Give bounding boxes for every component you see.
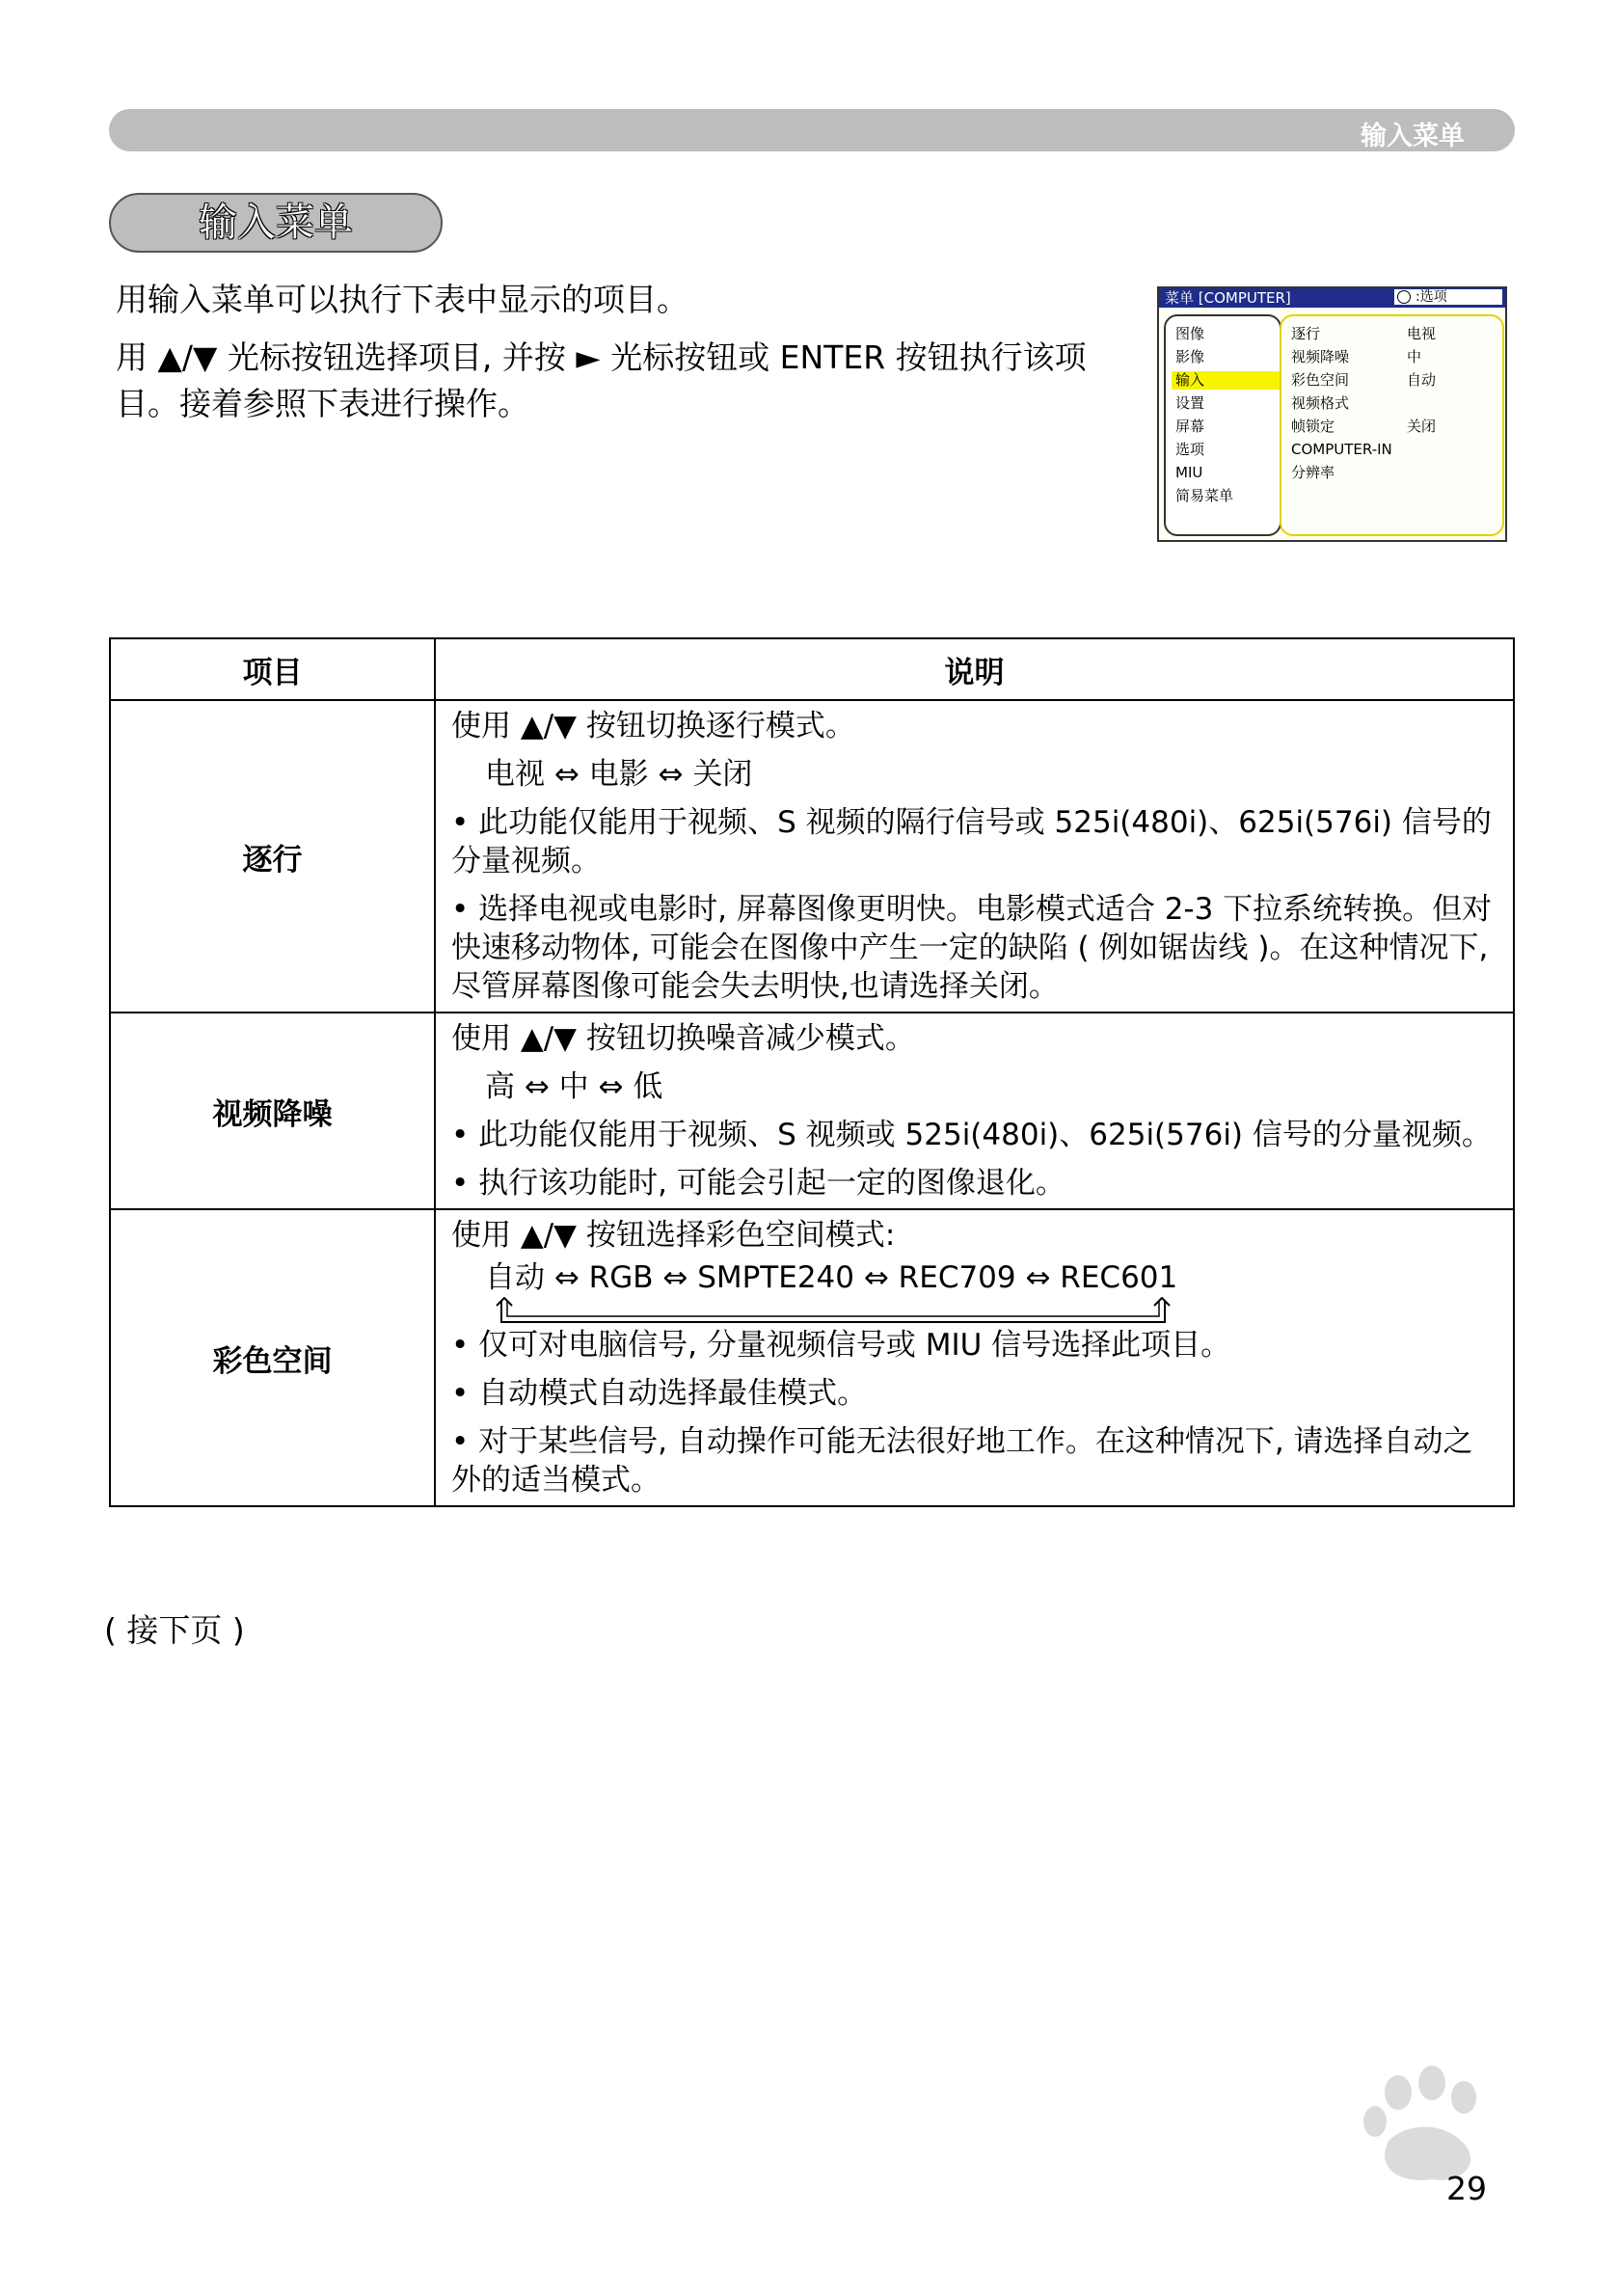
- menu-option-hint: [1394, 289, 1502, 305]
- menu-item[interactable]: 简易菜单: [1175, 487, 1234, 504]
- desc-bullet: • 对于某些信号, 自动操作可能无法很好地工作。在这种情况下, 请选择自动之外的适当模式。: [451, 1424, 1473, 1498]
- desc-paragraph: 使用 ▲/▼ 按钮选择彩色空间模式:: [451, 1218, 896, 1253]
- table-header-row: [110, 638, 1514, 700]
- column-header-description: 说明: [435, 638, 1514, 700]
- menu-option-hint-text: :选项: [1416, 289, 1447, 305]
- header-title: 输入菜单: [1361, 122, 1465, 151]
- watermark-logo-icon: [1157, 2054, 1514, 2276]
- submenu-value: 中: [1407, 348, 1422, 365]
- intro-line-2: 用 ▲/▼ 光标按钮选择项目, 并按 ► 光标按钮或 ENTER 按钮执行该项目。接着参照下表进行操作。: [116, 338, 1087, 422]
- options-icon: [1397, 290, 1411, 304]
- submenu-key[interactable]: 视频降噪: [1291, 348, 1350, 365]
- table-row: [110, 1209, 1514, 1506]
- intro-line-1: 用输入菜单可以执行下表中显示的项目。: [116, 281, 688, 318]
- header-bar: [109, 109, 1515, 151]
- menu-item-selected[interactable]: 输入: [1175, 371, 1205, 389]
- menu-item[interactable]: 选项: [1175, 441, 1205, 458]
- menu-title-bar: [1159, 288, 1505, 308]
- menu-right-panel: [1280, 314, 1504, 536]
- desc-options: 电视 ⇔ 电影 ⇔ 关闭: [485, 757, 753, 792]
- table-row: [110, 700, 1514, 1013]
- desc-options: 高 ⇔ 中 ⇔ 低: [485, 1069, 663, 1104]
- submenu-key[interactable]: 帧锁定: [1291, 418, 1335, 435]
- submenu-value: 关闭: [1407, 418, 1437, 435]
- desc-bullet: • 选择电视或电影时, 屏幕图像更明快。电影模式适合 2-3 下拉系统转换。但对快速移动物体, 可能会在图像中产生一定的缺陷 ( 例如锯齿线 )。在这种情况下,尽管屏幕图像可能会失去明快,也请选择关闭。: [451, 892, 1493, 1004]
- desc-bullet: • 仅可对电脑信号, 分量视频信号或 MIU 信号选择此项目。: [451, 1328, 1231, 1363]
- row-item-color-space: 彩色空间: [110, 1209, 435, 1506]
- submenu-value: 自动: [1407, 371, 1437, 389]
- menu-item[interactable]: 屏幕: [1175, 418, 1205, 435]
- menu-item[interactable]: 影像: [1175, 348, 1205, 365]
- row-description: [435, 1209, 1514, 1506]
- menu-item[interactable]: 设置: [1175, 394, 1205, 412]
- loop-arrow-icon: [490, 1297, 1184, 1326]
- submenu-key[interactable]: 视频格式: [1291, 394, 1350, 412]
- submenu-key[interactable]: 彩色空间: [1291, 371, 1350, 389]
- row-item-video-nr: 视频降噪: [110, 1013, 435, 1209]
- desc-paragraph: 使用 ▲/▼ 按钮切换逐行模式。: [451, 709, 855, 743]
- menu-title: 菜单 [COMPUTER]: [1165, 289, 1291, 307]
- desc-bullet: • 此功能仅能用于视频、S 视频或 525i(480i)、625i(576i) 信号的分量视频。: [451, 1118, 1492, 1152]
- table-row: [110, 1013, 1514, 1209]
- row-item-progressive: 逐行: [110, 700, 435, 1013]
- menu-screenshot: [1157, 286, 1507, 542]
- continued-note: ( 接下页 ): [104, 1611, 245, 1649]
- desc-bullet: • 此功能仅能用于视频、S 视频的隔行信号或 525i(480i)、625i(576i) 信号的分量视频。: [451, 805, 1492, 878]
- menu-item[interactable]: 图像: [1175, 325, 1205, 342]
- row-description: [435, 700, 1514, 1013]
- row-description: [435, 1013, 1514, 1209]
- submenu-key[interactable]: 逐行: [1291, 325, 1321, 342]
- column-header-item: 项目: [110, 638, 435, 700]
- menu-left-panel: [1164, 314, 1281, 536]
- desc-bullet: • 自动模式自动选择最佳模式。: [451, 1376, 868, 1411]
- page-number: 29: [1446, 2170, 1487, 2207]
- input-menu-table: [109, 637, 1515, 1507]
- submenu-key[interactable]: 分辨率: [1291, 464, 1335, 481]
- desc-bullet: • 执行该功能时, 可能会引起一定的图像退化。: [451, 1166, 1065, 1201]
- submenu-value: 电视: [1407, 325, 1437, 342]
- submenu-key[interactable]: COMPUTER-IN: [1291, 441, 1392, 458]
- section-title: 输入菜单: [109, 193, 443, 253]
- desc-options: 自动 ⇔ RGB ⇔ SMPTE240 ⇔ REC709 ⇔ REC601: [485, 1260, 1178, 1295]
- desc-paragraph: 使用 ▲/▼ 按钮切换噪音减少模式。: [451, 1021, 915, 1056]
- menu-item[interactable]: MIU: [1175, 464, 1203, 481]
